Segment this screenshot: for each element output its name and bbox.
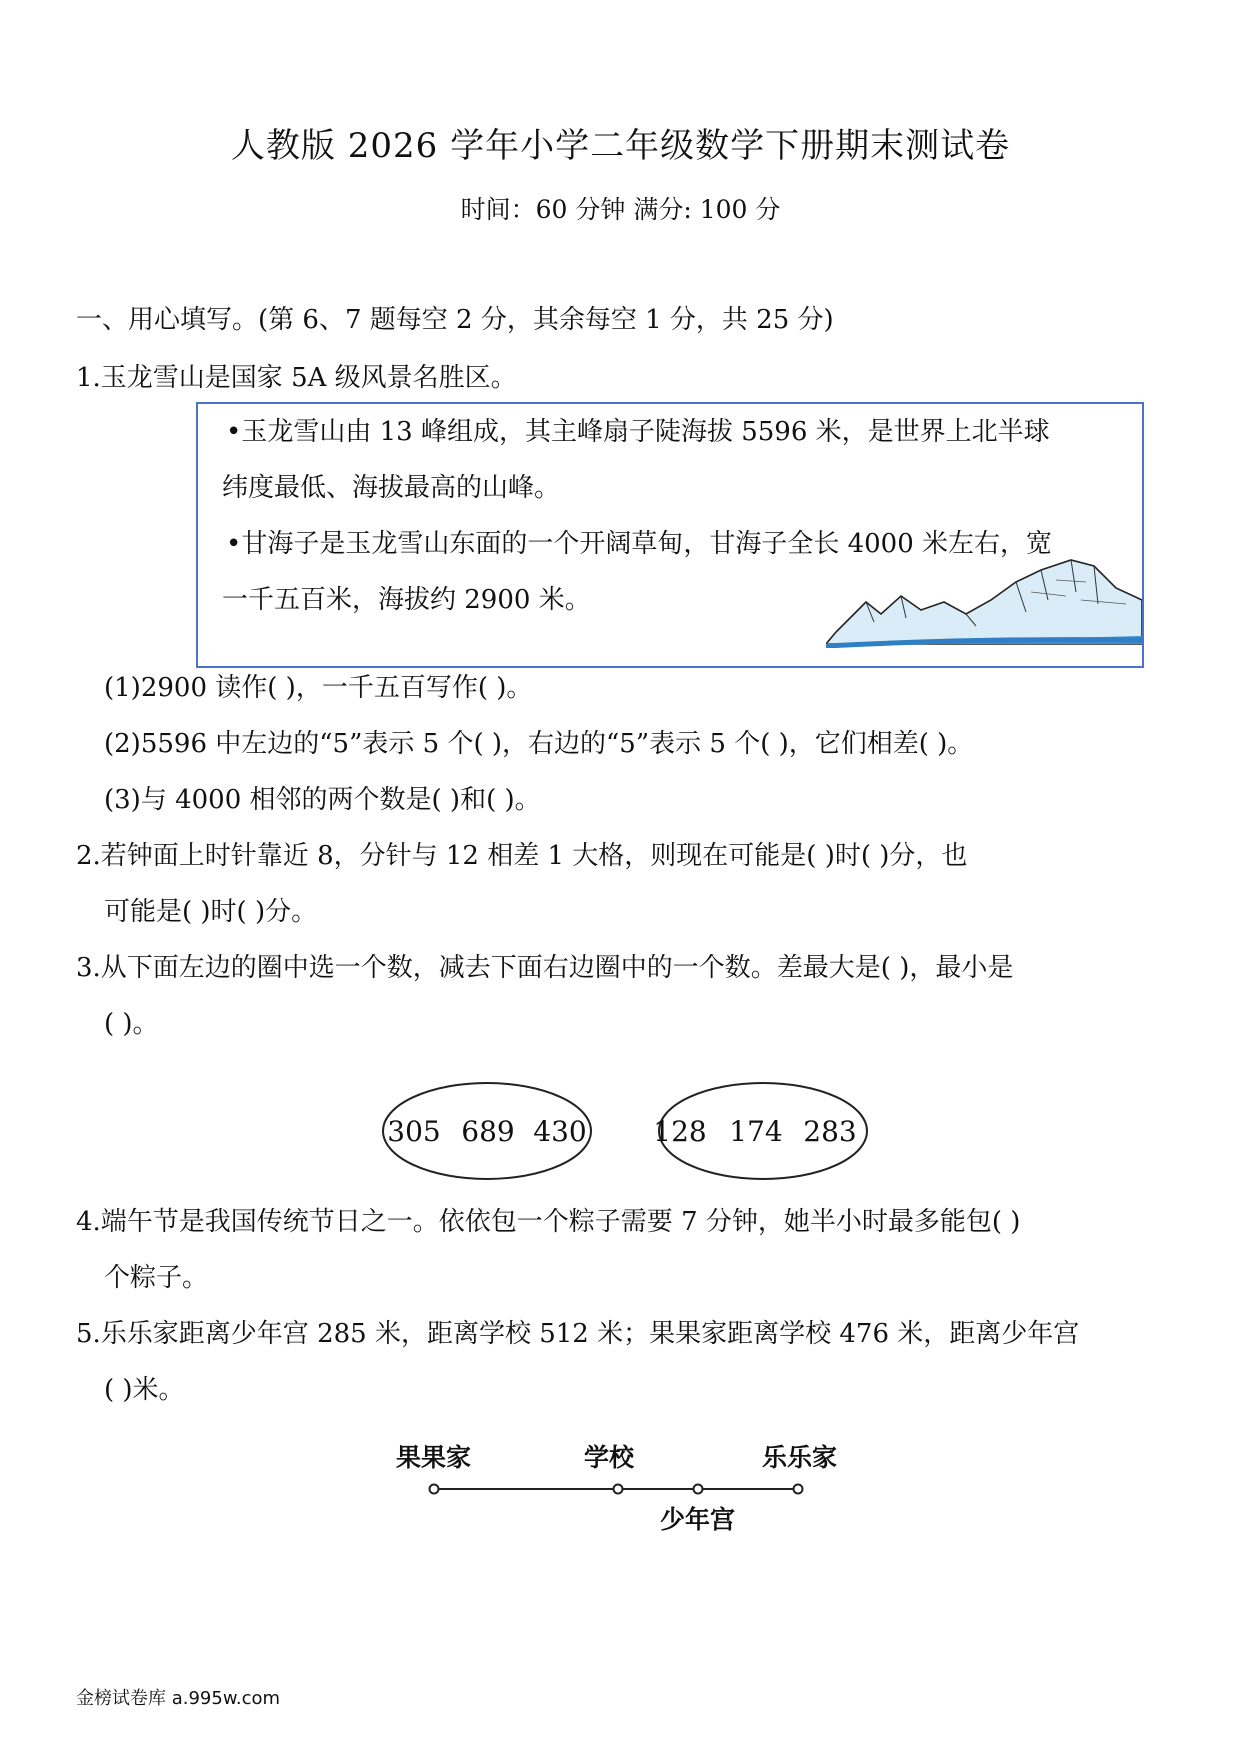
question-2-line-2: 可能是( )时( )分。	[104, 897, 318, 927]
footer-source: 金榜试卷库 a.995w.com	[76, 1688, 281, 1709]
label-youth-palace: 少年宫	[660, 1505, 736, 1534]
section-heading: 一、用心填写。(第 6、7 题每空 2 分，其余每空 1 分，共 25 分)	[76, 305, 834, 335]
snow-mountain-picture	[826, 552, 1142, 648]
question-2-line-1: 2.若钟面上时针靠近 8，分针与 12 相差 1 大格，则现在可能是( )时( )分，也	[76, 841, 968, 871]
question-1-part-1: (1)2900 读作( )，一千五百写作( )。	[104, 673, 533, 703]
number-circles	[380, 1078, 870, 1184]
label-school: 学校	[584, 1443, 635, 1472]
exam-info: 时间：60 分钟 满分: 100 分	[460, 195, 781, 224]
question-3-line-2: ( )。	[104, 1009, 159, 1039]
label-lele-home: 乐乐家	[762, 1443, 838, 1472]
left-circle-number: 689	[461, 1115, 515, 1148]
route-diagram	[396, 1438, 856, 1548]
info-box	[196, 402, 1144, 668]
question-5-line-1: 5.乐乐家距离少年宫 285 米，距离学校 512 米；果果家距离学校 476 米，距离少年宫	[76, 1319, 1080, 1349]
right-circle-number: 283	[803, 1115, 857, 1148]
question-4-line-1: 4.端午节是我国传统节日之一。依依包一个粽子需要 7 分钟，她半小时最多能包( )	[76, 1207, 1021, 1237]
route-line	[396, 1438, 856, 1548]
question-1-part-3: (3)与 4000 相邻的两个数是( )和( )。	[104, 785, 541, 815]
left-circle-number: 430	[533, 1115, 587, 1148]
label-guoguo-home: 果果家	[396, 1443, 472, 1472]
left-circle-number: 305	[387, 1115, 441, 1148]
question-1-stem: 1.玉龙雪山是国家 5A 级风景名胜区。	[76, 363, 517, 393]
info-box-line-3: •甘海子是玉龙雪山东面的一个开阔草甸，甘海子全长 4000 米左右，宽	[226, 529, 1053, 559]
right-circle-number: 174	[729, 1115, 783, 1148]
question-3-line-1: 3.从下面左边的圈中选一个数，减去下面右边圈中的一个数。差最大是( )，最小是	[76, 953, 1014, 983]
info-box-line-4: 一千五百米，海拔约 2900 米。	[222, 585, 591, 615]
question-4-line-2: 个粽子。	[104, 1263, 209, 1293]
info-box-line-2: 纬度最低、海拔最高的山峰。	[222, 473, 561, 503]
info-box-line-1: •玉龙雪山由 13 峰组成，其主峰扇子陡海拔 5596 米，是世界上北半球	[226, 417, 1050, 447]
right-circle-number: 128	[653, 1115, 707, 1148]
question-5-line-2: ( )米。	[104, 1375, 185, 1405]
question-1-part-2: (2)5596 中左边的“5”表示 5 个( )，右边的“5”表示 5 个( )，它们相差( )。	[104, 729, 974, 759]
page-title: 人教版 2026 学年小学二年级数学下册期末测试卷	[230, 126, 1011, 166]
